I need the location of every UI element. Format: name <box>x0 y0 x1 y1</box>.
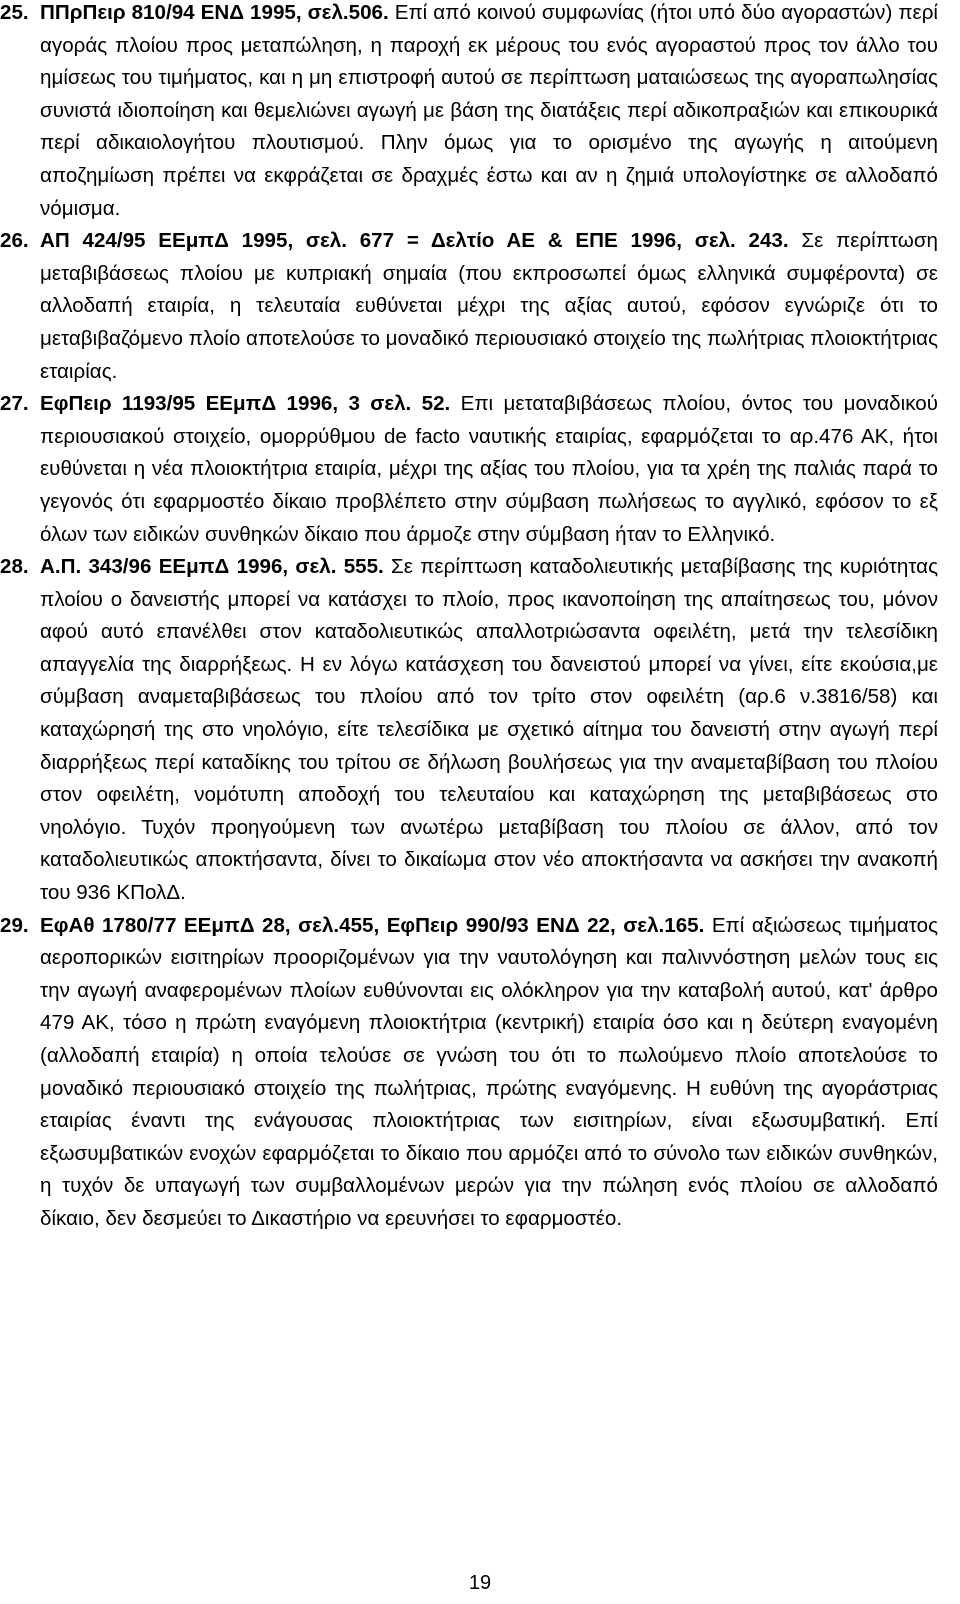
case-entry-28 <box>0 551 938 910</box>
case-citation: ΑΠ 424/95 ΕΕμπΔ 1995, σελ. 677 = Δελτίο ΑΕ & ΕΠΕ 1996, σελ. 243. <box>40 229 789 253</box>
case-summary: Επί από κοινού συμφωνίας (ήτοι υπό δύο αγοραστών) περί αγοράς πλοίου προς μεταπώληση, η παροχή εκ μέρους του ενός αγοραστού προς τον άλλο του ημίσεως του τιμήματος, και η μη επιστροφή αυτού σε περίπτωση ματαιώσεως της αγοραπωλησίας συνιστά ιδιοποίηση και θεμελιώνει αγωγή με βάση της διατάξεις περί αδικοπραξιών και επικουρικά περί αδικαιολογήτου πλουτισμού. Πλην όμως για το ορισμένο της αγωγής η αιτούμενη αποζημίωση πρέπει να εκφράζεται σε δραχμές έστω και αν η ζημιά υπολογίστηκε σε αλλοδαπό νόμισμα. <box>40 1 939 220</box>
case-entry-27 <box>0 388 938 551</box>
case-entry-26 <box>0 225 938 388</box>
case-citation: ΠΠρΠειρ 810/94 ΕΝΔ 1995, σελ.506. <box>40 1 389 24</box>
case-summary: Επι μεταταβιβάσεως πλοίου, όντος του μοναδικού περιουσιακού στοιχείο, ομορρύθμου de facto ναυτικής εταιρίας, εφαρμόζεται το αρ.476 ΑΚ, ήτοι ευθύνεται η νέα πλοιοκτήτρια εταιρία, μέχρι της αξίας του πλοίου, για τα χρέη της παλιάς παρά το γεγονός ότι εφαρμοστέο δίκαιο προβλέπετο στην σύμβαση πωλήσεως το αγγλικό, εφόσον το εξ όλων των ειδικών συνθηκών δίκαιο που άρμοζε στην σύμβαση ήταν το Ελληνικό. <box>40 392 938 546</box>
case-summary: Σε περίπτωση μεταβιβάσεως πλοίου με κυπριακή σημαία (που εκπροσωπεί όμως ελληνικά συμφέροντα) σε αλλοδαπή εταιρία, η τελευταία ευθύνεται μέχρι της αξίας αυτού, εφόσον εγνώριζε ότι το μεταβιβαζόμενο πλοίο αποτελούσε το μοναδικό περιουσιακό στοιχείο της πωλήτριας πλοιοκτήτριας εταιρίας. <box>40 229 939 383</box>
case-citation: ΕφΠειρ 1193/95 ΕΕμπΔ 1996, 3 σελ. 52. <box>40 392 451 416</box>
case-citation: Α.Π. 343/96 ΕΕμπΔ 1996, σελ. 555. <box>40 555 384 579</box>
case-entry-25 <box>0 0 938 225</box>
entry-number: 29. <box>0 913 29 937</box>
entry-number: 27. <box>0 392 29 416</box>
case-citation: ΕφΑθ 1780/77 ΕΕμπΔ 28, σελ.455, ΕφΠειρ 990/93 ΕΝΔ 22, σελ.165. <box>40 913 705 937</box>
entry-number: 28. <box>0 555 29 579</box>
entry-number: 25. <box>0 1 29 24</box>
case-summary: Επί αξιώσεως τιμήματος αεροπορικών εισιτηρίων προοριζομένων για την ναυτολόγηση και παλιννόστηση μελών τους εις την αγωγή αναφερομένων πλοίων ευθύνονται εις ολόκληρον για την καταβολή αυτού, κατ' άρθρο 479 ΑΚ, τόσο η πρώτη εναγόμενη πλοιοκτήτρια (κεντρική) εταιρία όσο και η δεύτερη εναγομένη (αλλοδαπή εταιρία) η οποία τελούσε σε γνώση του ότι το πωλούμενο πλοίο αποτελούσε το μοναδικό περιουσιακό στοιχείο της πωλήτριας, πρώτης εναγόμενης. Η ευθύνη της αγοράστριας εταιρίας έναντι της ενάγουσας πλοιοκτήτριας των εισιτηρίων, είναι εξωσυμβατική. Επί εξωσυμβατικών ενοχών εφαρμόζεται το δίκαιο που αρμόζει από το σύνολο των ειδικών συνθηκών, η τυχόν δε υπαγωγή των συμβαλλομένων μερών για την πώληση ενός πλοίου σε αλλοδαπό δίκαιο, δεν δεσμεύει το Δικαστήριο να ερευνήσει το εφαρμοστέο. <box>40 913 938 1230</box>
case-summary: Σε περίπτωση καταδολιευτικής μεταβίβασης της κυριότητας πλοίου ο δανειστής μπορεί να κατάσχει το πλοίο, προς ικανοποίηση της απαίτησεως του, μόνον αφού αυτό επανέλθει στον καταδολιευτικώς απαλλοτριώσαντα οφειλέτη, μετά την τελεσίδικη απαγγελία της διαρρήξεως. Η εν λόγω κατάσχεση του δανειστού μπορεί να γίνει, είτε εκούσια,με σύμβαση αναμεταβιβάσεως του πλοίου από τον τρίτο στον οφειλέτη (αρ.6 ν.3816/58) και καταχώρησή της στο νηολόγιο, είτε τελεσίδικα με σχετικό αίτημα του δανειστή στην αγωγή περί διαρρήξεως περί καταδίκης του τρίτου σε δήλωση βουλήσεως για την αναμεταβίβαση του πλοίου στον οφειλέτη, νομότυπη αποδοχή του τελευταίου και καταχώρηση της μεταβιβάσεως στο νηολόγιο. Τυχόν προηγούμενη των ανωτέρω μεταβίβαση του πλοίου σε άλλον, από τον καταδολιευτικώς αποκτήσαντα, δίνει το δικαίωμα στον νέο αποκτήσαντα να ασκήσει την ανακοπή του 936 ΚΠολΔ. <box>40 555 938 905</box>
page-number: 19 <box>468 1572 492 1594</box>
entry-number: 26. <box>0 229 29 253</box>
case-entry-29 <box>0 910 938 1236</box>
